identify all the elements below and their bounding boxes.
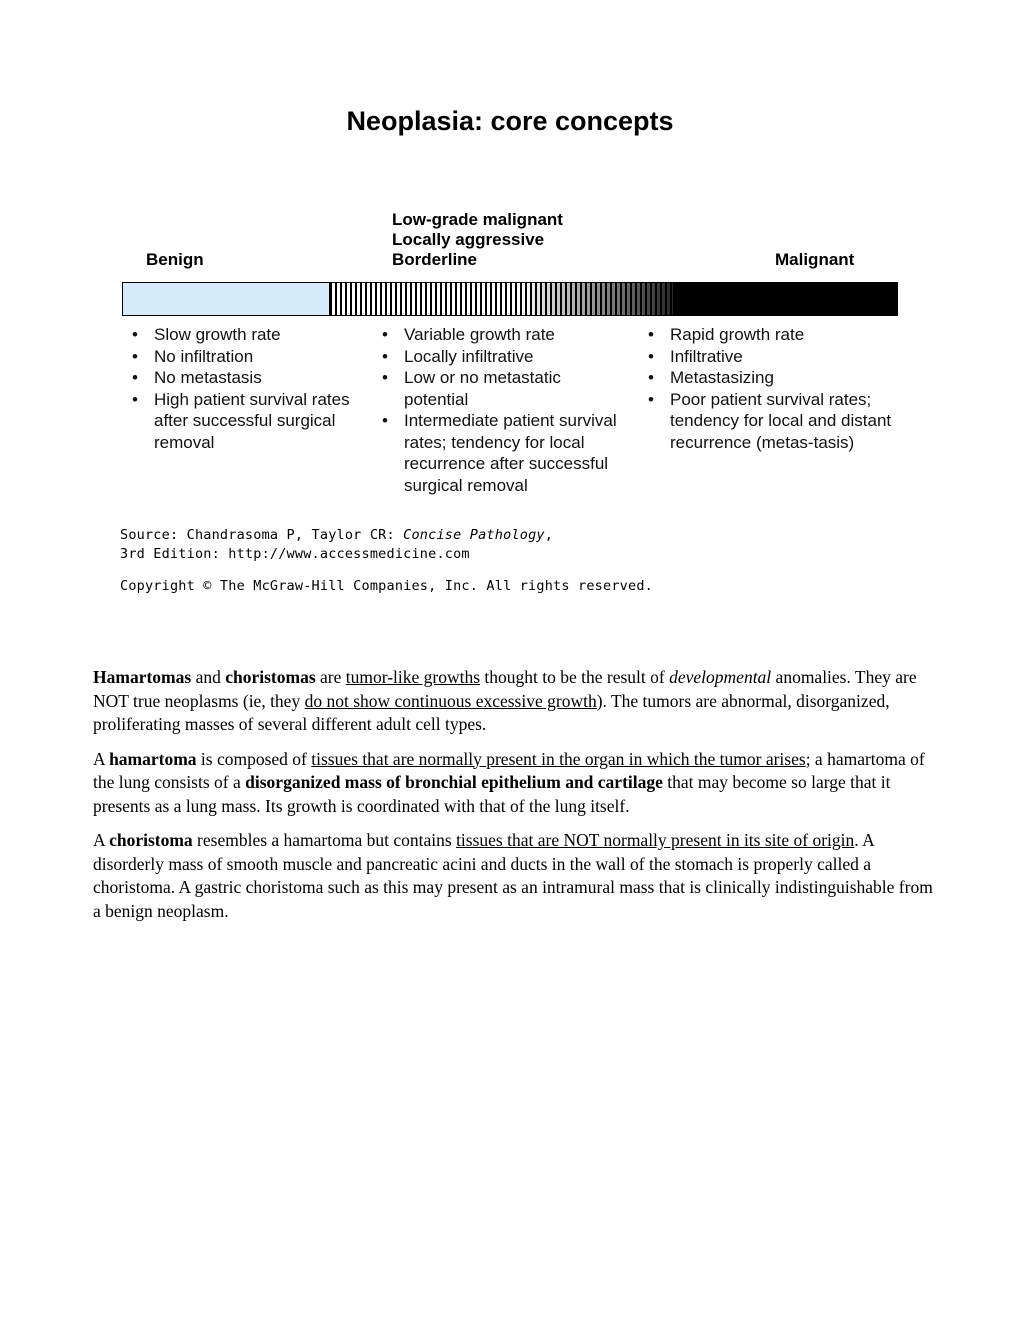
underlined-phrase: do not show continuous excessive growth	[304, 690, 597, 711]
spectrum-benign-segment	[123, 283, 330, 315]
list-item: • Rapid growth rate	[640, 324, 900, 346]
body-text	[93, 666, 938, 934]
paragraph-hamartoma	[93, 748, 938, 819]
source-citation-line-1	[120, 527, 553, 543]
underlined-phrase: tissues that are normally present in the organ in which the tumor arises	[311, 748, 806, 769]
text: that may become so large that it presents as a lung mass. Its growth is coordinated with that of the lung itself.	[93, 772, 891, 816]
spectrum-bar	[122, 282, 898, 316]
list-item: • High patient survival rates after successful surgical removal	[124, 389, 366, 454]
term-hamartomas: Hamartomas	[93, 667, 192, 687]
list-item: • No infiltration	[124, 346, 374, 368]
text: thought to be the result of	[480, 667, 670, 687]
list-item: • Locally infiltrative	[374, 346, 644, 368]
italic-term: developmental	[669, 667, 772, 687]
bold-phrase: disorganized mass of bronchial epithelium and cartilage	[245, 772, 663, 792]
paragraph-intro	[93, 666, 938, 737]
text: and	[191, 667, 226, 687]
underlined-phrase: tissues that are NOT normally present in its site of origin	[456, 830, 855, 850]
benign-features-list	[124, 324, 374, 453]
text: ; a hamartoma of the lung consists of a	[93, 748, 925, 792]
text: A	[93, 748, 110, 769]
list-item: • Poor patient survival rates; tendency for local and distant recurrence (metas-tasis)	[640, 389, 902, 454]
text: resembles a hamartoma but contains	[192, 830, 457, 850]
copyright-notice: Copyright © The McGraw-Hill Companies, Inc. All rights reserved.	[120, 578, 653, 594]
source-citation-line-2: 3rd Edition: http://www.accessmedicine.com	[120, 546, 470, 562]
borderline-features-list	[374, 324, 644, 496]
list-item: • Intermediate patient survival rates; tendency for local recurrence after successful surgical removal	[374, 410, 644, 496]
list-item: • Low or no metastatic potential	[374, 367, 604, 410]
text: are	[315, 667, 346, 687]
source-book-title: Concise Pathology	[403, 527, 545, 543]
text: . A disorderly mass of smooth muscle and pancreatic acini and ducts in the wall of the stomach is properly called a choristoma. A gastric choristoma such as this may present as an intramural mass that is clinically indistinguishable from a benign neoplasm.	[93, 830, 933, 921]
text: is composed of	[196, 748, 312, 769]
term-hamartoma: hamartoma	[109, 748, 197, 769]
list-item: • Slow growth rate	[124, 324, 374, 346]
list-item: • Metastasizing	[640, 367, 900, 389]
paragraph-choristoma	[93, 829, 938, 923]
label-benign: Benign	[146, 250, 204, 269]
source-suffix: ,	[544, 527, 554, 543]
source-prefix: Source: Chandrasoma P, Taylor CR:	[120, 527, 404, 543]
malignant-features-list	[640, 324, 900, 453]
text: ). The tumors are abnormal, disorganized, proliferating masses of several different adult cell types.	[93, 690, 890, 734]
label-borderline: Borderline	[392, 250, 478, 269]
list-item: • Variable growth rate	[374, 324, 644, 346]
text: A	[93, 830, 110, 850]
neoplasia-spectrum-figure	[110, 200, 910, 610]
label-low-grade-malignant: Low-grade malignant	[392, 210, 563, 229]
list-item: • No metastasis	[124, 367, 374, 389]
underlined-phrase: tumor-like growths	[345, 667, 481, 687]
label-locally-aggressive: Locally aggressive	[392, 230, 545, 249]
term-choristoma: choristoma	[109, 830, 193, 850]
list-item: • Infiltrative	[640, 346, 900, 368]
term-choristomas: choristomas	[225, 667, 316, 687]
page-title: Neoplasia: core concepts	[346, 106, 674, 136]
spectrum-borderline-segment	[330, 283, 673, 315]
spectrum-malignant-segment	[673, 283, 897, 315]
text: anomalies. They are NOT true neoplasms (ie, they	[93, 667, 917, 711]
label-malignant: Malignant	[775, 250, 855, 269]
